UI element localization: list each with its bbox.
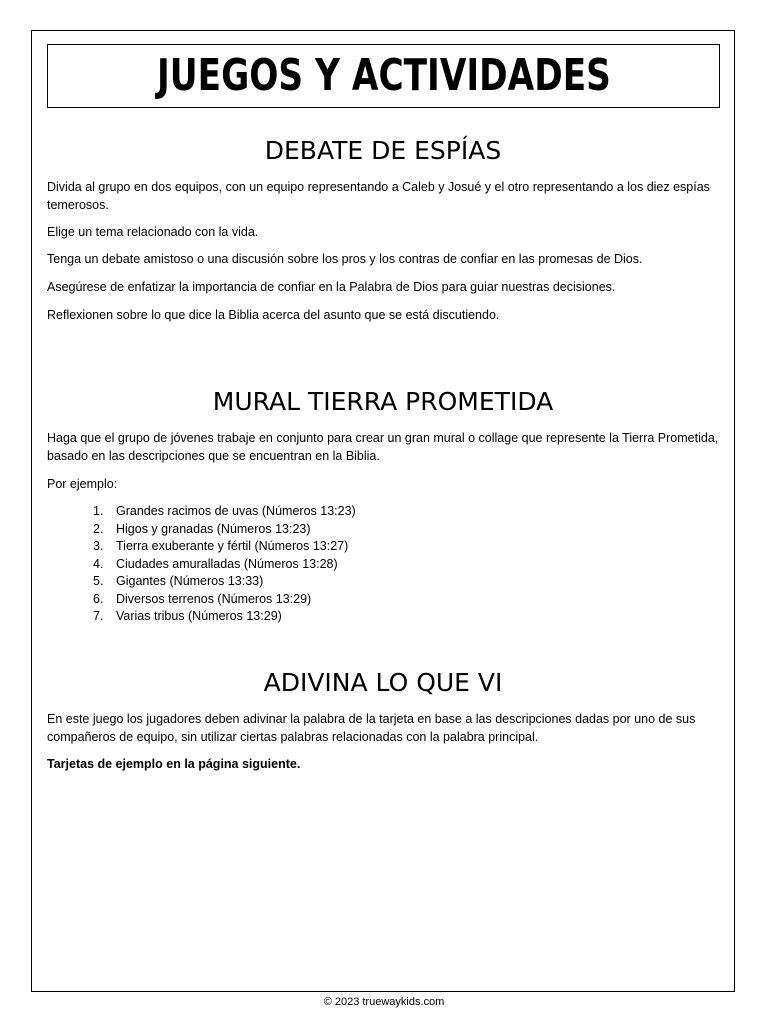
debate-paragraph-2: Elige un tema relacionado con la vida. [47,225,259,239]
mural-intro: Haga que el grupo de jóvenes trabaje en conjunto para crear un gran mural o collage que represente la Tierra Prometida, basado en las descripciones que se encuentran en la Biblia. [47,431,719,463]
debate-paragraph-3: Tenga un debate amistoso o una discusión sobre los pros y los contras de confiar en las promesas de Dios. [47,252,643,266]
list-item: 4. Ciudades amuralladas (Números 13:28) [93,556,338,571]
section-heading-adivina: ADIVINA LO QUE VI [263,668,503,697]
list-item: 7. Varias tribus (Números 13:29) [93,609,282,623]
title-banner [47,44,720,108]
debate-paragraph-5: Reflexionen sobre lo que dice la Biblia acerca del asunto que se está discutiendo. [47,308,500,322]
adivina-note: Tarjetas de ejemplo en la página siguiente. [47,757,301,771]
mural-example-label: Por ejemplo: [47,477,118,491]
list-item: 6. Diversos terrenos (Números 13:29) [93,591,312,606]
list-item: 2. Higos y granadas (Números 13:23) [93,521,311,536]
list-item: 5. Gigantes (Números 13:33) [93,574,264,588]
debate-paragraph-4: Asegúrese de enfatizar la importancia de confiar en la Palabra de Dios para guiar nuestras decisiones. [47,280,616,294]
section-heading-debate: DEBATE DE ESPÍAS [264,136,502,165]
page-title: JUEGOS Y ACTIVIDADES [156,50,611,101]
adivina-paragraph: En este juego los jugadores deben adivinar la palabra de la tarjeta en base a las descripciones dadas por uno de sus compañeros de equipo, sin utilizar ciertas palabras relacionadas con la palabra principal. [47,712,696,744]
section-heading-mural: MURAL TIERRA PROMETIDA [212,387,554,416]
copyright-footer: © 2023 truewaykids.com [323,996,445,1008]
list-item: 3. Tierra exuberante y fértil (Números 13:27) [93,539,349,553]
mural-examples-list [93,503,356,626]
list-item: 1. Grandes racimos de uvas (Números 13:23) [93,504,356,518]
debate-paragraph-1: Divida al grupo en dos equipos, con un equipo representando a Caleb y Josué y el otro representando a los diez espías temerosos. [47,180,710,212]
